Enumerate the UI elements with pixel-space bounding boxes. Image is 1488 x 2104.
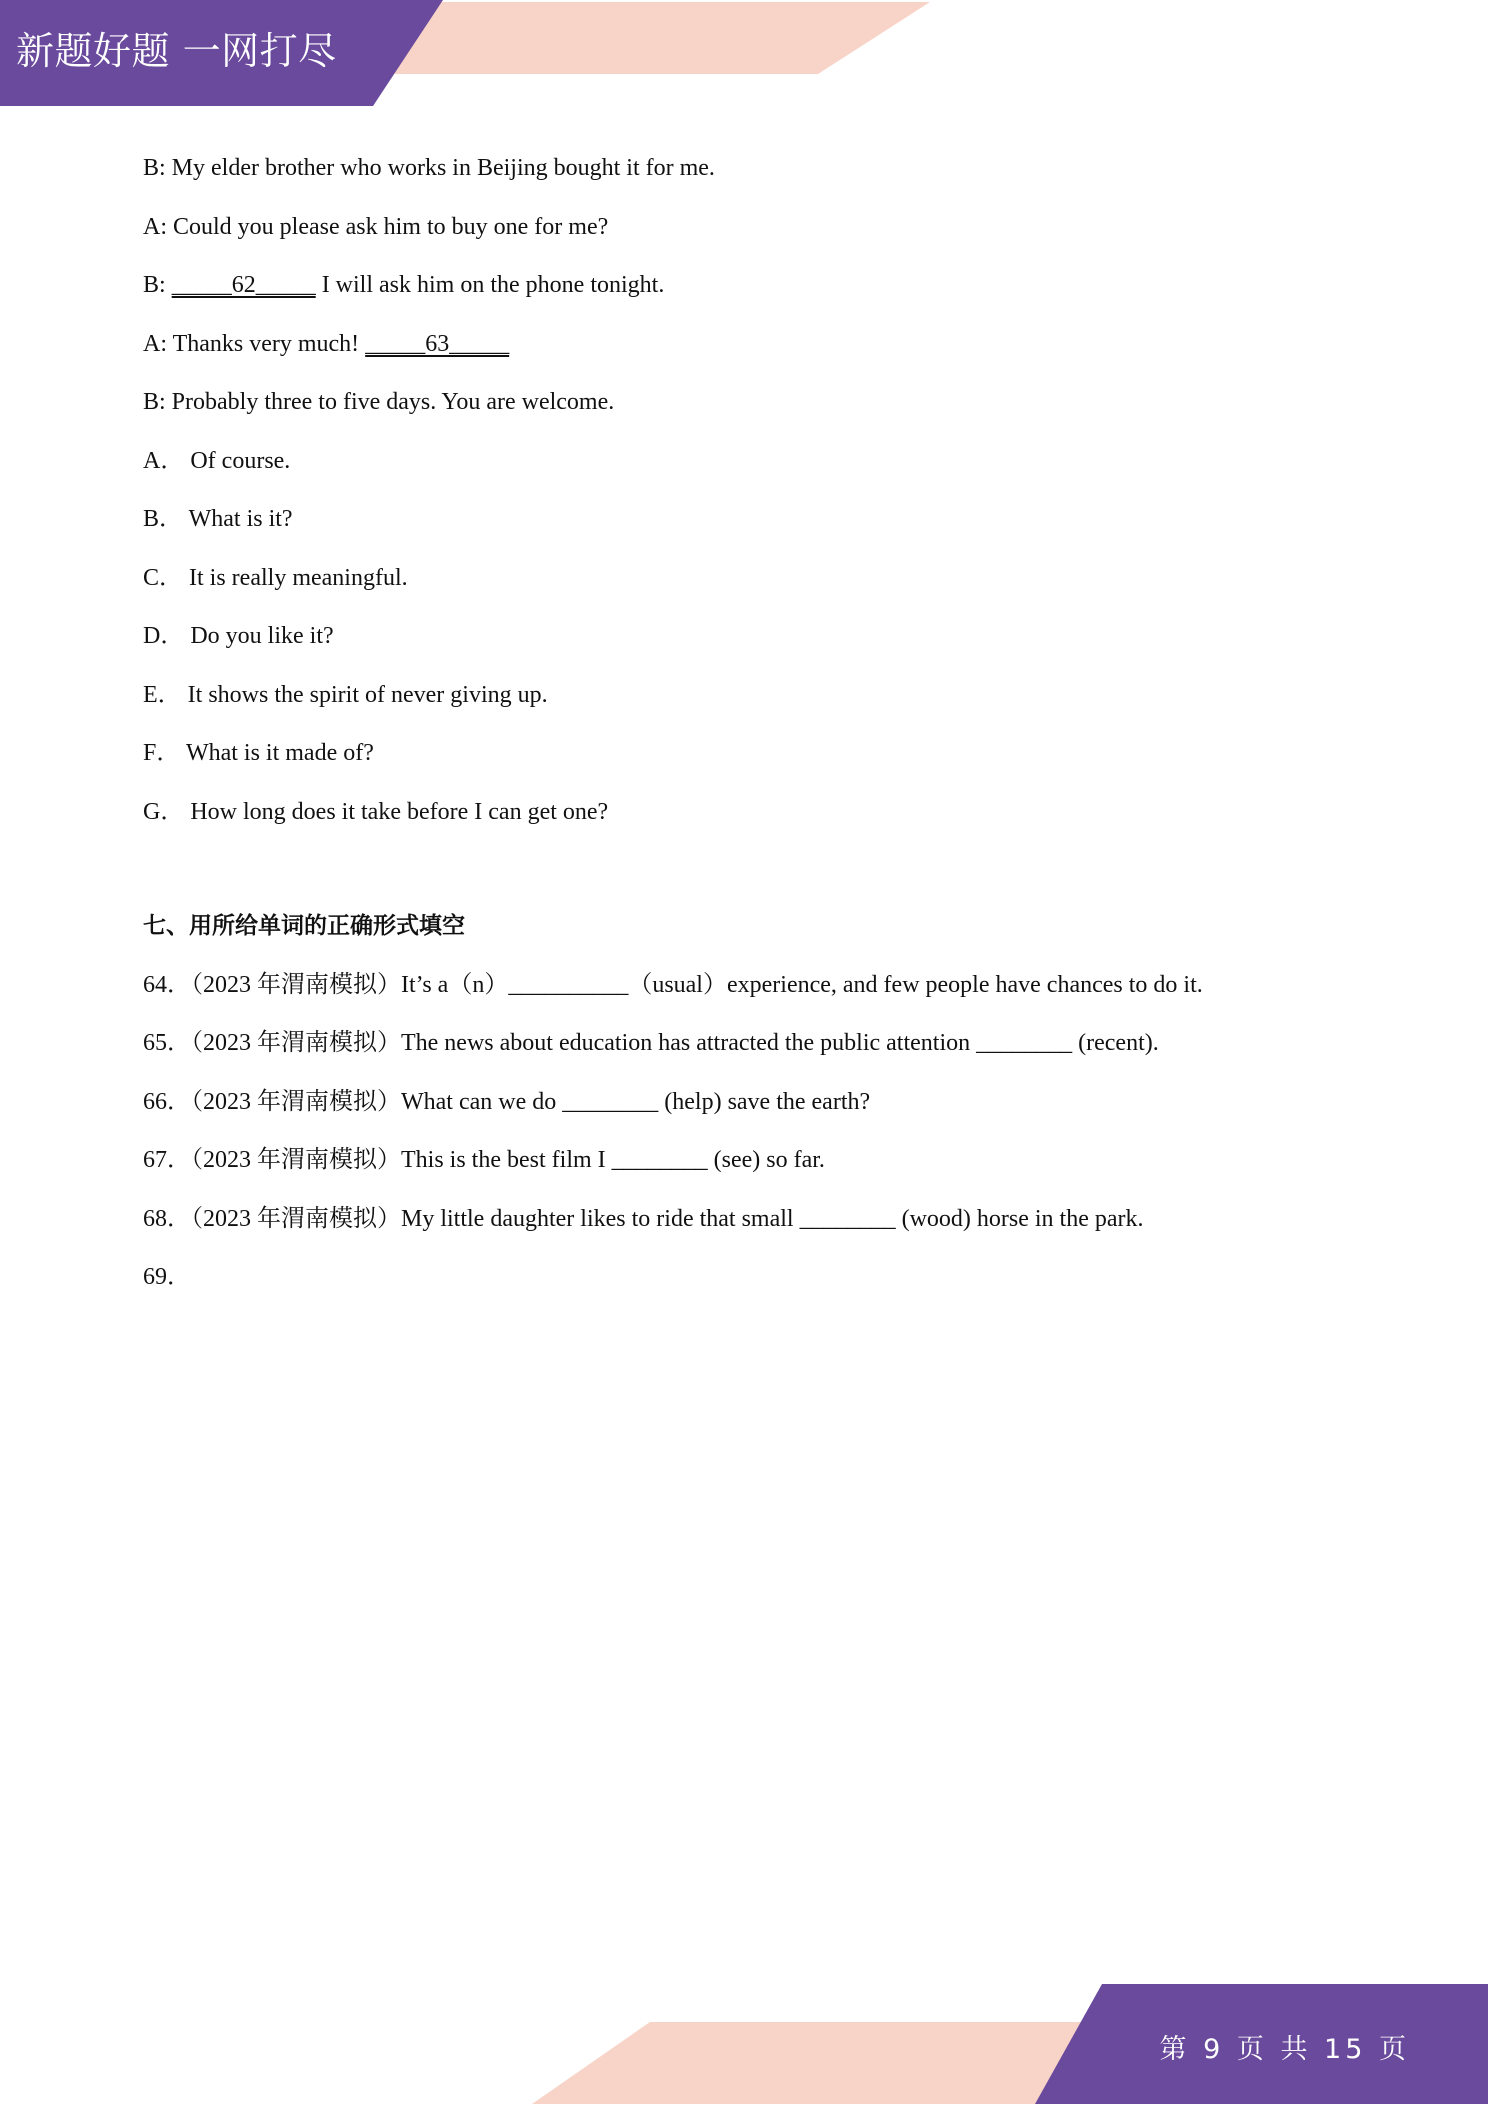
option-letter: B．: [143, 506, 184, 532]
option-f: [143, 737, 1363, 770]
dialogue-line-with-blank: [143, 328, 1363, 361]
section-heading: 七、用所给单词的正确形式填空: [143, 913, 465, 939]
option-b: [143, 503, 1363, 536]
option-g: [143, 796, 1363, 829]
option-letter: G．: [143, 798, 185, 825]
question-67: 67．（2023 年渭南模拟）This is the best film I ________ (see) so far.: [143, 1147, 825, 1173]
dialogue-line: B: Probably three to five days. You are welcome.: [143, 389, 615, 415]
section-spacer: [143, 854, 1363, 910]
option-text: Do you like it?: [190, 623, 334, 649]
dialogue-line: B: My elder brother who works in Beijing bought it for me.: [143, 155, 715, 181]
option-text: What is it made of?: [185, 740, 374, 766]
option-d: [143, 620, 1363, 653]
question-69: 69．: [143, 1264, 191, 1290]
question-65: 65．（2023 年渭南模拟）The news about education has attracted the public attention ________ (recent).: [143, 1030, 1159, 1056]
option-letter: C．: [143, 564, 184, 591]
option-c: [143, 562, 1363, 595]
option-text: It shows the spirit of never giving up.: [187, 681, 548, 708]
dialogue-text: I will ask him on the phone tonight.: [315, 272, 665, 298]
blank-62: _____62_____: [171, 272, 316, 298]
option-letter: E．: [143, 681, 182, 708]
header-title: 新题好题 一网打尽: [16, 29, 337, 73]
option-letter: A．: [143, 447, 185, 474]
question-68: 68．（2023 年渭南模拟）My little daughter likes to ride that small ________ (wood) horse in the park.: [143, 1205, 1144, 1232]
option-text: What is it?: [188, 506, 293, 532]
option-a: [143, 445, 1363, 478]
dialogue-line-with-blank: [143, 269, 1363, 302]
dialogue-line: A: Could you please ask him to buy one for me?: [143, 213, 609, 240]
option-text: Of course.: [190, 447, 291, 474]
question-64: 64．（2023 年渭南模拟）It’s a（n）__________（usual）experience, and few people have chances to do it.: [143, 971, 1203, 998]
option-letter: F．: [143, 740, 181, 766]
dialogue-speaker: B:: [143, 272, 172, 298]
option-e: [143, 679, 1363, 712]
page-number: 第 9 页 共 15 页: [1159, 2034, 1410, 2065]
dialogue-text: A: Thanks very much!: [143, 330, 366, 357]
option-text: It is really meaningful.: [189, 564, 408, 591]
option-text: How long does it take before I can get one?: [190, 798, 609, 825]
footer-accent-shape: [532, 2022, 1120, 2104]
question-66: 66．（2023 年渭南模拟）What can we do ________ (help) save the earth?: [143, 1088, 871, 1115]
document-content: [143, 152, 1363, 1320]
option-letter: D．: [143, 623, 185, 649]
blank-63: _____63_____: [365, 330, 510, 357]
